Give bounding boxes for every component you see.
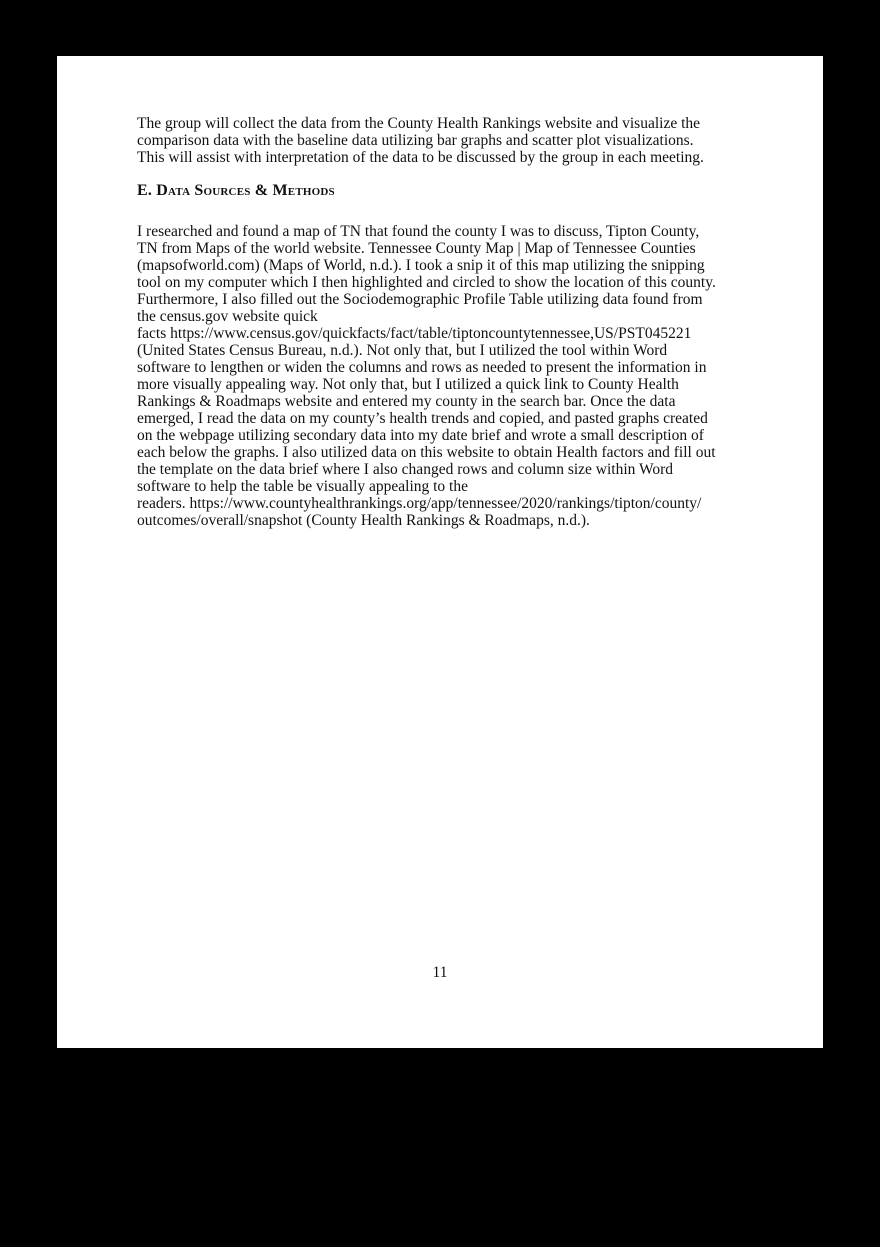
text-line: facts https://www.census.gov/quickfacts/fact/table/tiptoncountytennessee,US/PST045221 — [137, 325, 692, 342]
section-heading: E. Data Sources & Methods — [137, 182, 335, 199]
paragraph-data-collection — [137, 115, 777, 166]
text-line: Furthermore, I also filled out the Sociodemographic Profile Table utilizing data found from — [137, 291, 703, 308]
text-line: readers. https://www.countyhealthrankings.org/app/tennessee/2020/rankings/tipton/county/ — [137, 495, 702, 512]
text-line: software to help the table be visually appealing to the — [137, 478, 468, 495]
text-line: software to lengthen or widen the columns and rows as needed to present the information in — [137, 359, 707, 376]
text-line: The group will collect the data from the County Health Rankings website and visualize the — [137, 115, 701, 132]
text-line: (United States Census Bureau, n.d.). Not only that, but I utilized the tool within Word — [137, 342, 668, 359]
text-line: the template on the data brief where I also changed rows and column size within Word — [137, 461, 674, 478]
text-line: more visually appealing way. Not only that, but I utilized a quick link to County Health — [137, 376, 679, 393]
text-line: emerged, I read the data on my county’s health trends and copied, and pasted graphs created — [137, 410, 708, 427]
paragraph-data-sources-methods — [137, 223, 777, 529]
text-line: Rankings & Roadmaps website and entered my county in the search bar. Once the data — [137, 393, 676, 410]
page-number: 11 — [432, 964, 448, 981]
text-line: each below the graphs. I also utilized data on this website to obtain Health factors and fill out — [137, 444, 716, 461]
text-line: TN from Maps of the world website. Tennessee County Map | Map of Tennessee Counties — [137, 240, 696, 257]
text-line: This will assist with interpretation of the data to be discussed by the group in each meeting. — [137, 149, 704, 166]
text-line: on the webpage utilizing secondary data into my date brief and wrote a small description of — [137, 427, 704, 444]
page-content — [137, 115, 777, 529]
document-page — [57, 56, 823, 1048]
text-line: (mapsofworld.com) (Maps of World, n.d.). I took a snip it of this map utilizing the snipping — [137, 257, 705, 274]
text-line: comparison data with the baseline data utilizing bar graphs and scatter plot visualizations. — [137, 132, 694, 149]
text-line: outcomes/overall/snapshot (County Health Rankings & Roadmaps, n.d.). — [137, 512, 590, 529]
text-line: the census.gov website quick — [137, 308, 318, 325]
text-line: I researched and found a map of TN that found the county I was to discuss, Tipton County, — [137, 223, 700, 240]
text-line: tool on my computer which I then highlighted and circled to show the location of this county. — [137, 274, 716, 291]
